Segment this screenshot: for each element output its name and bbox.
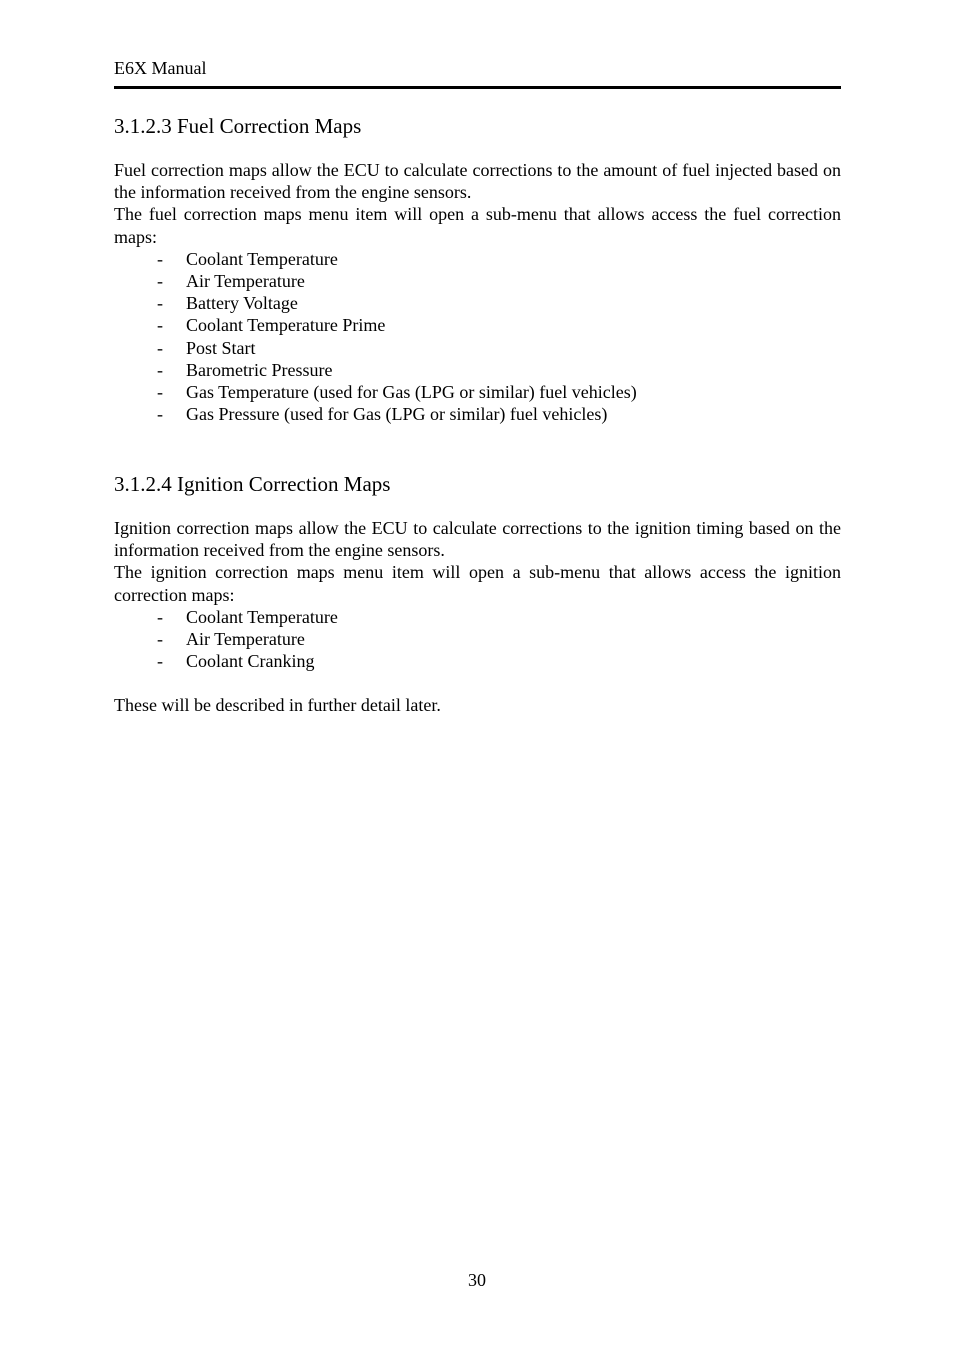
fuel-section-heading: 3.1.2.3 Fuel Correction Maps xyxy=(114,114,362,138)
header-rule xyxy=(114,86,841,89)
bullet-dash: - xyxy=(157,293,163,314)
ignition-maps-list xyxy=(114,606,841,673)
list-item-label: Coolant Temperature xyxy=(186,248,338,269)
list-item-label: Coolant Temperature Prime xyxy=(186,315,386,336)
list-item-label: Gas Temperature (used for Gas (LPG or similar) fuel vehicles) xyxy=(186,382,637,403)
list-item xyxy=(114,606,841,628)
ignition-menu-paragraph: The ignition correction maps menu item will open a sub-menu that allows access the ignition correction maps: xyxy=(114,562,841,605)
bullet-dash: - xyxy=(157,248,163,269)
list-item xyxy=(114,292,841,314)
fuel-correction-section xyxy=(114,113,841,425)
fuel-intro-paragraph: Fuel correction maps allow the ECU to calculate corrections to the amount of fuel injected based on the information received from the engine sensors. xyxy=(114,160,841,203)
list-item xyxy=(114,628,841,650)
list-item-label: Coolant Temperature xyxy=(186,606,338,627)
bullet-dash: - xyxy=(157,629,163,650)
bullet-dash: - xyxy=(157,315,163,336)
bullet-dash: - xyxy=(157,651,163,672)
list-item xyxy=(114,270,841,292)
list-item-label: Battery Voltage xyxy=(186,293,298,314)
bullet-dash: - xyxy=(157,404,163,425)
list-item xyxy=(114,650,841,672)
list-item-label: Air Temperature xyxy=(186,271,305,292)
fuel-menu-paragraph: The fuel correction maps menu item will open a sub-menu that allows access the fuel correction maps: xyxy=(114,204,841,247)
bullet-dash: - xyxy=(157,337,163,358)
list-item xyxy=(114,314,841,336)
list-item-label: Barometric Pressure xyxy=(186,359,333,380)
closing-paragraph: These will be described in further detail later. xyxy=(114,695,441,716)
list-item-label: Post Start xyxy=(186,337,256,358)
page-number: 30 xyxy=(468,1270,486,1290)
list-item-label: Coolant Cranking xyxy=(186,651,315,672)
list-item xyxy=(114,248,841,270)
bullet-dash: - xyxy=(157,359,163,380)
list-item-label: Air Temperature xyxy=(186,629,305,650)
ignition-intro-paragraph: Ignition correction maps allow the ECU to calculate corrections to the ignition timing based on the information received from the engine sensors. xyxy=(114,518,841,561)
bullet-dash: - xyxy=(157,382,163,403)
fuel-maps-list xyxy=(114,248,841,426)
list-item xyxy=(114,403,841,425)
list-item xyxy=(114,381,841,403)
list-item xyxy=(114,337,841,359)
ignition-section-heading: 3.1.2.4 Ignition Correction Maps xyxy=(114,472,391,496)
bullet-dash: - xyxy=(157,606,163,627)
ignition-correction-section xyxy=(114,471,841,717)
header-title: E6X Manual xyxy=(114,58,207,78)
bullet-dash: - xyxy=(157,271,163,292)
list-item-label: Gas Pressure (used for Gas (LPG or similar) fuel vehicles) xyxy=(186,404,608,425)
list-item xyxy=(114,359,841,381)
